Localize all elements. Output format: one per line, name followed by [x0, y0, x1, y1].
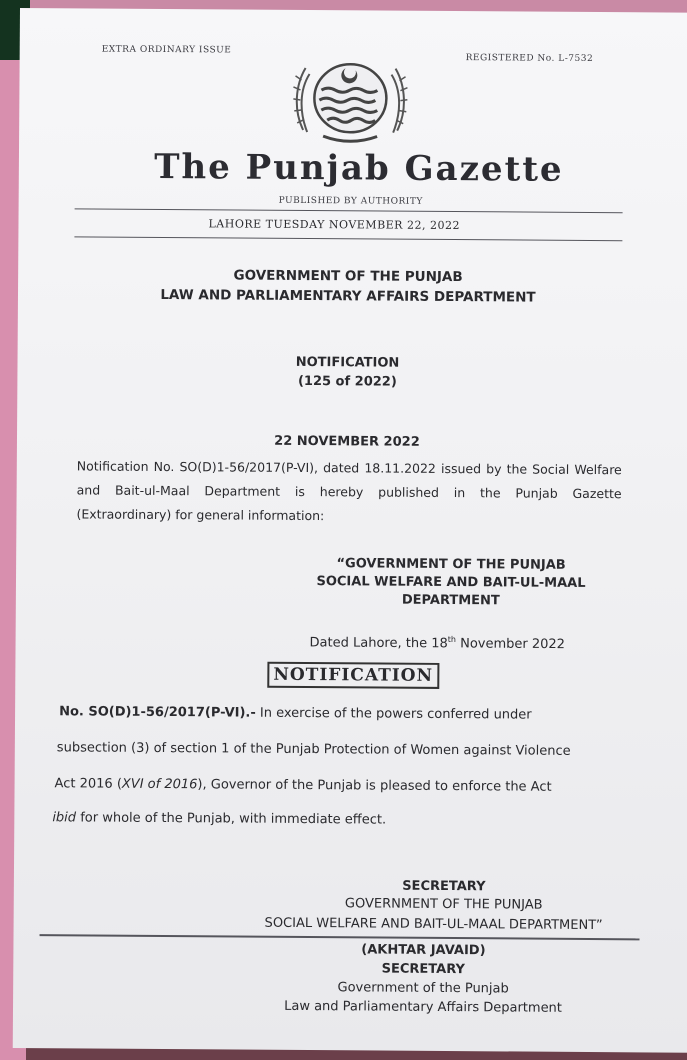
registration-number: REGISTERED No. L-7532	[465, 53, 594, 65]
gazette-masthead: The Punjab Gazette	[154, 146, 564, 190]
inner-para-line3-b: ), Governor of the Punjab is pleased to enforce the Act	[197, 777, 552, 795]
inner-dated-rest: November 2022	[455, 636, 566, 653]
punjab-emblem-icon	[289, 50, 412, 151]
inner-para-line4-b: for whole of the Punjab, with immediate effect.	[76, 810, 387, 828]
inner-notification-heading: NOTIFICATION	[267, 662, 439, 689]
inner-para-act-number: XVI of 2016	[121, 776, 198, 793]
inner-reference-number: No. SO(D)1-56/2017(P-VI).-	[59, 704, 256, 721]
inner-department-line2: DEPARTMENT	[401, 592, 500, 609]
department-government: GOVERNMENT OF THE PUNJAB	[233, 267, 463, 286]
inner-para-line3	[55, 776, 635, 795]
notification-title: NOTIFICATION	[295, 354, 400, 371]
notification-date: 22 NOVEMBER 2022	[274, 433, 420, 450]
notification-number: (125 of 2022)	[297, 373, 397, 390]
notification-intro: Notification No. SO(D)1-56/2017(P-VI), dated 18.11.2022 issued by the Social Welfare and Bait-ul-Maal Department is hereby published in the Punjab Gazette (Extraordinary) for general information:	[76, 458, 622, 524]
inner-para-line1	[59, 704, 629, 723]
inner-government: “GOVERNMENT OF THE PUNJAB	[336, 556, 566, 573]
inner-para-line1-text: In exercise of the powers conferred under	[255, 705, 532, 723]
signatory-department: Law and Parliamentary Affairs Department	[284, 998, 562, 1016]
inner-signature-department: SOCIAL WELFARE AND BAIT-UL-MAAL DEPARTMENT”	[264, 915, 603, 934]
gazette-date-line: LAHORE TUESDAY NOVEMBER 22, 2022	[208, 217, 461, 233]
inner-department-line1: SOCIAL WELFARE AND BAIT-UL-MAAL	[316, 574, 586, 591]
signature-rule	[40, 934, 640, 940]
inner-para-ibid: ibid	[52, 810, 77, 826]
published-by: PUBLISHED BY AUTHORITY	[278, 195, 423, 207]
inner-dated-prefix: Dated Lahore, the 18	[309, 635, 448, 652]
issue-type: EXTRA ORDINARY ISSUE	[101, 44, 232, 56]
inner-para-line4	[52, 810, 632, 829]
signatory-title: SECRETARY	[381, 961, 466, 978]
signatory-government: Government of the Punjab	[337, 980, 509, 997]
inner-dated	[310, 634, 566, 652]
signatory-name: (AKHTAR JAVAID)	[361, 942, 486, 959]
gazette-page	[13, 8, 687, 1053]
inner-para-line2: subsection (3) of section 1 of the Punjab Protection of Women against Violence	[56, 740, 571, 759]
inner-dated-suffix-th: th	[447, 635, 457, 645]
header-rule-bottom	[74, 236, 622, 241]
inner-signature-title: SECRETARY	[402, 878, 486, 895]
department-name: LAW AND PARLIAMENTARY AFFAIRS DEPARTMENT	[160, 286, 536, 306]
inner-para-line3-a: Act 2016 (	[54, 776, 122, 792]
header-rule-top	[75, 208, 623, 213]
inner-signature-government: GOVERNMENT OF THE PUNJAB	[344, 896, 543, 913]
